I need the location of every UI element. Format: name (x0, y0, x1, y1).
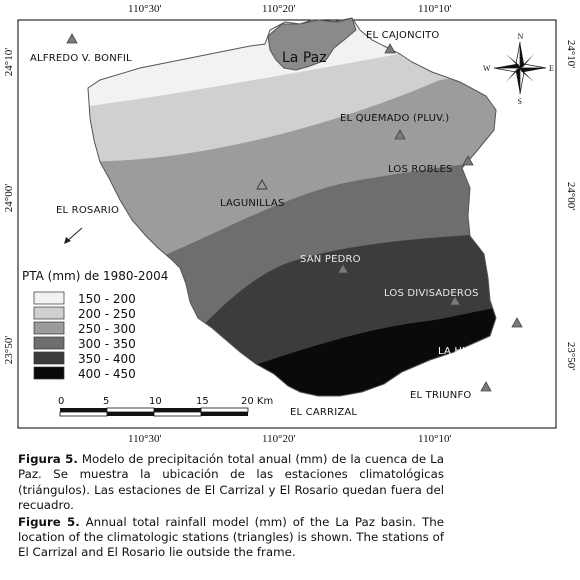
legend-label-300-350: 300 - 350 (78, 337, 136, 351)
legend-swatch-150-200 (34, 292, 64, 304)
station-label-el-quemado: EL QUEMADO (PLUV.) (340, 113, 450, 124)
station-label-lagunillas: LAGUNILLAS (220, 198, 285, 209)
station-label-el-carrizal: EL CARRIZAL (290, 407, 358, 418)
caption-en-label: Figure 5. (18, 514, 80, 529)
station-label-el-triunfo: EL TRIUNFO (410, 390, 472, 401)
station-triangle-alfredo-v-bonfil (67, 34, 77, 43)
scale-tick-0: 0 (58, 396, 65, 407)
right-tick-3: 23°50' (565, 341, 577, 371)
scale-bar (58, 396, 273, 416)
scale-tick-10: 10 (149, 396, 162, 407)
compass-e: E (549, 64, 554, 73)
legend-label-150-200: 150 - 200 (78, 292, 136, 306)
left-tick-2: 24°00' (3, 183, 15, 213)
el-rosario-arrow (64, 228, 82, 244)
caption-spanish (18, 452, 444, 514)
figure-caption (18, 452, 444, 562)
legend-swatch-350-400 (34, 352, 64, 364)
legend-swatch-250-300 (34, 322, 64, 334)
legend-swatch-400-450 (34, 367, 64, 379)
legend-label-350-400: 350 - 400 (78, 352, 136, 366)
scale-tick-15: 15 (196, 396, 209, 407)
right-tick-2: 24°00' (565, 181, 577, 211)
station-label-los-divisaderos: LOS DIVISADEROS (384, 288, 479, 299)
station-label-san-pedro: SAN PEDRO (300, 254, 361, 265)
station-triangle-el-triunfo (481, 382, 491, 391)
station-triangle-la-higuerilla (512, 318, 522, 327)
compass-rose (483, 32, 554, 106)
compass-s: S (517, 97, 522, 106)
compass-w: W (483, 64, 491, 73)
legend-label-250-300: 250 - 300 (78, 322, 136, 336)
top-tick-1: 110°30' (128, 3, 162, 15)
station-label-el-cajoncito: EL CAJONCITO (366, 30, 440, 41)
legend (22, 269, 168, 381)
scale-tick-20: 20 Km (241, 396, 274, 407)
compass-n: N (517, 32, 524, 41)
left-tick-1: 24°10' (3, 47, 15, 77)
station-label-alfredo-v-bonfil: ALFREDO V. BONFIL (30, 53, 132, 64)
top-tick-2: 110°20' (262, 3, 296, 15)
top-tick-3: 110°10' (418, 3, 452, 15)
station-label-el-rosario: EL ROSARIO (56, 205, 120, 216)
legend-swatch-200-250 (34, 307, 64, 319)
caption-english (18, 515, 444, 561)
caption-es-text: Modelo de precipitación total anual (mm) de la cuenca de La Paz. Se muestra la ubicación de las estaciones climatológicas (triángulos). Las estaciones de El Carrizal y El Rosario quedan fuera del recuadro. (18, 452, 444, 513)
city-label: La Paz (282, 50, 327, 66)
left-tick-3: 23°50' (3, 335, 15, 365)
legend-title: PTA (mm) de 1980-2004 (22, 269, 169, 283)
station-label-los-robles: LOS ROBLES (388, 164, 453, 175)
legend-label-200-250: 200 - 250 (78, 307, 136, 321)
caption-en-text: Annual total rainfall model (mm) of the La Paz basin. The location of the climatologic stations (triangles) is shown. The stations of El Carrizal and El Rosario lie outside the frame. (18, 514, 444, 560)
scale-tick-5: 5 (103, 396, 110, 407)
bottom-tick-2: 110°20' (262, 433, 296, 445)
right-tick-1: 24°10' (565, 39, 577, 69)
bottom-tick-3: 110°10' (418, 433, 452, 445)
caption-es-label: Figura 5. (18, 452, 78, 466)
bottom-tick-1: 110°30' (128, 433, 162, 445)
legend-swatch-300-350 (34, 337, 64, 349)
station-label-la-higuerilla: LA HIGUERILLA (PLUV) (438, 346, 555, 357)
legend-label-400-450: 400 - 450 (78, 367, 136, 381)
